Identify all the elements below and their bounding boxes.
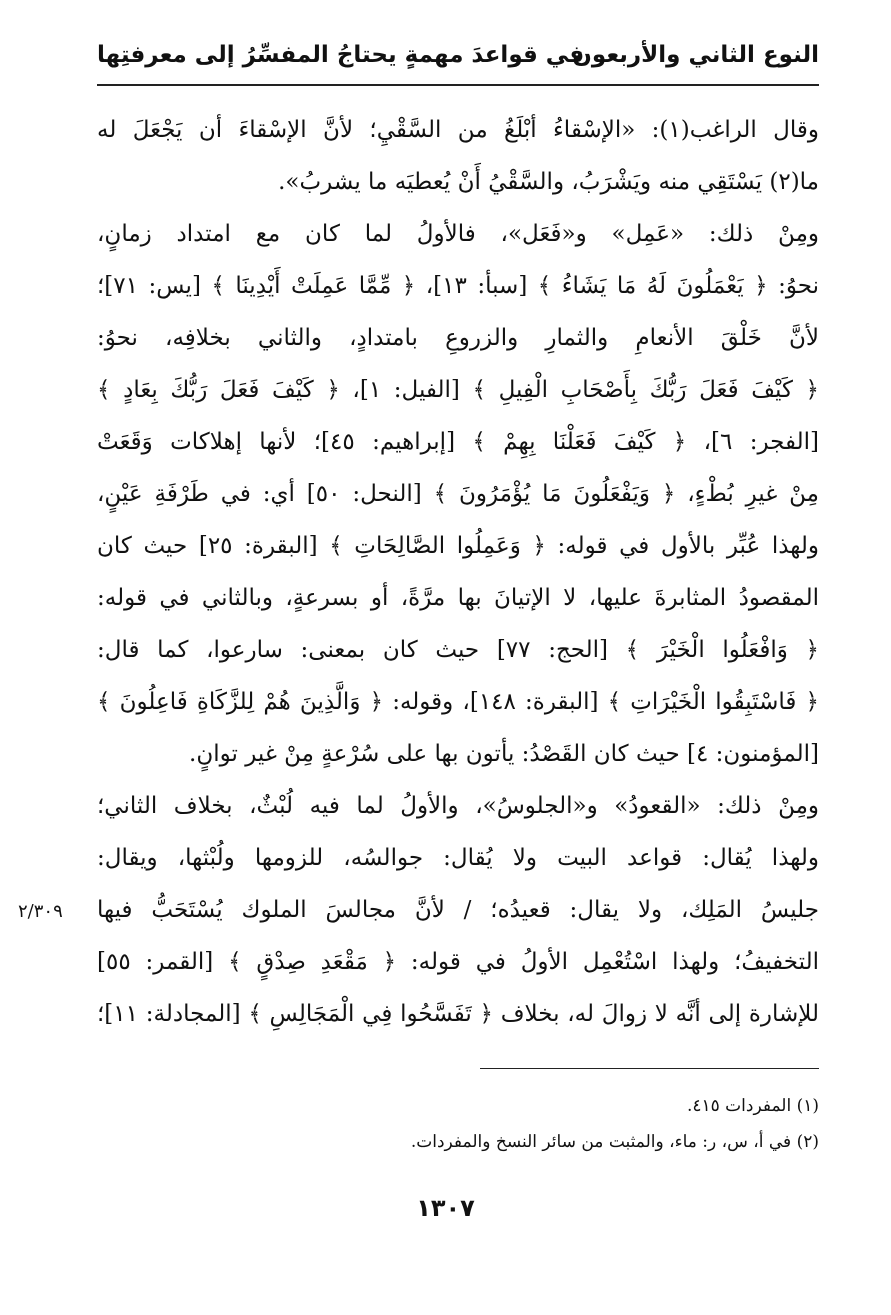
footnote: (٢) في أ، س، ر: ماء، والمثبت من سائر النسخ والمفردات.: [410, 1132, 819, 1152]
text-line: ﴿ كَيْفَ فَعَلَ رَبُّكَ بِأَصْحَابِ الْفِيلِ ﴾ [الفيل: ١]، ﴿ كَيْفَ فَعَلَ رَبُّكَ بِعَادٍ ﴾: [97, 377, 819, 403]
topic-title: في قواعدَ مهمةٍ يحتاجُ المفسِّرُ إلى معرفتِها: [97, 42, 585, 68]
text-line: ﴿ فَاسْتَبِقُوا الْخَيْرَاتِ ﴾ [البقرة: ١٤٨]، وقوله: ﴿ وَالَّذِينَ هُمْ لِلزَّكَاةِ فَاعِلُونَ ﴾: [97, 689, 819, 715]
chapter-title: النوع الثاني والأربعون: [572, 42, 819, 68]
text-line: المقصودُ المثابرةَ عليها، لا الإتيانَ بها مرَّةً، أو بسرعةٍ، وبالثاني في قوله:: [97, 585, 819, 611]
footnotes: [97, 1088, 819, 1160]
text-line: وقال الراغب(١): «الإسْقاءُ أبْلَغُ من السَّقْيِ؛ لأنَّ الإسْقاءَ أن يَجْعَلَ له: [97, 117, 819, 143]
text-line: لأنَّ خَلْقَ الأنعامِ والثمارِ والزروعِ بامتدادٍ، والثاني بخلافِه، نحوُ:: [97, 325, 819, 351]
text-line: نحوُ: ﴿ يَعْمَلُونَ لَهُ مَا يَشَاءُ ﴾ [سبأ: ١٣]، ﴿ مِّمَّا عَمِلَتْ أَيْدِينَا ﴾ [يس: ٧١]؛: [97, 273, 819, 299]
header-divider: [97, 84, 819, 86]
text-line: [الفجر: ٦]، ﴿ كَيْفَ فَعَلْنَا بِهِمْ ﴾ [إبراهيم: ٤٥]؛ لأنها إهلاكات وَقَعَتْ: [97, 429, 819, 455]
footnote: (١) المفردات ٤١٥.: [686, 1096, 819, 1116]
text-line: للإشارة إلى أنَّه لا زوالَ له، بخلاف ﴿ تَفَسَّحُوا فِي الْمَجَالِسِ ﴾ [المجادلة: ١١]؛: [97, 1001, 819, 1027]
margin-page-reference: ٢/٣٠٩: [18, 901, 63, 922]
text-line: ومِنْ ذلك: «عَمِل» و«فَعَل»، فالأولُ لما كان مع امتداد زمانٍ،: [97, 221, 819, 247]
text-line: ومِنْ ذلك: «القعودُ» و«الجلوسُ»، والأولُ لما فيه لُبْثٌ، بخلاف الثاني؛: [97, 793, 819, 819]
footnote-divider: [480, 1068, 819, 1069]
text-line: ولهذا عُبِّر بالأول في قوله: ﴿ وَعَمِلُوا الصَّالِحَاتِ ﴾ [البقرة: ٢٥] حيث كان: [97, 533, 819, 559]
running-header: [97, 38, 819, 82]
text-line: [المؤمنون: ٤] حيث كان القَصْدُ: يأتون بها على سُرْعةٍ مِنْ غير توانٍ.: [189, 741, 819, 767]
text-line: ما(٢) يَسْتَقِي منه ويَشْرَبُ، والسَّقْيُ أَنْ يُعطيَه ما يشربُ».: [278, 169, 819, 195]
page-number: ١٣٠٧: [416, 1194, 475, 1222]
text-line: ولهذا يُقال: قواعد البيت ولا يُقال: جوالسُه، للزومها ولُبْثها، ويقال:: [97, 845, 819, 871]
text-line: التخفيفُ؛ ولهذا اسْتُعْمِل الأولُ في قوله: ﴿ مَقْعَدِ صِدْقٍ ﴾ [القمر: ٥٥]: [97, 949, 819, 975]
text-line: مِنْ غيرِ بُطْءٍ، ﴿ وَيَفْعَلُونَ مَا يُؤْمَرُونَ ﴾ [النحل: ٥٠] أي: في طَرْفَةِ عَيْنٍ،: [97, 481, 819, 507]
main-text: [97, 104, 819, 1040]
text-line: جليسُ المَلِك، ولا يقال: قعيدُه؛ / لأنَّ مجالسَ الملوك يُسْتَحَبُّ فيها: [97, 897, 819, 923]
text-line: ﴿ وَافْعَلُوا الْخَيْرَ ﴾ [الحج: ٧٧] حيث كان بمعنى: سارعوا، كما قال:: [97, 637, 819, 663]
